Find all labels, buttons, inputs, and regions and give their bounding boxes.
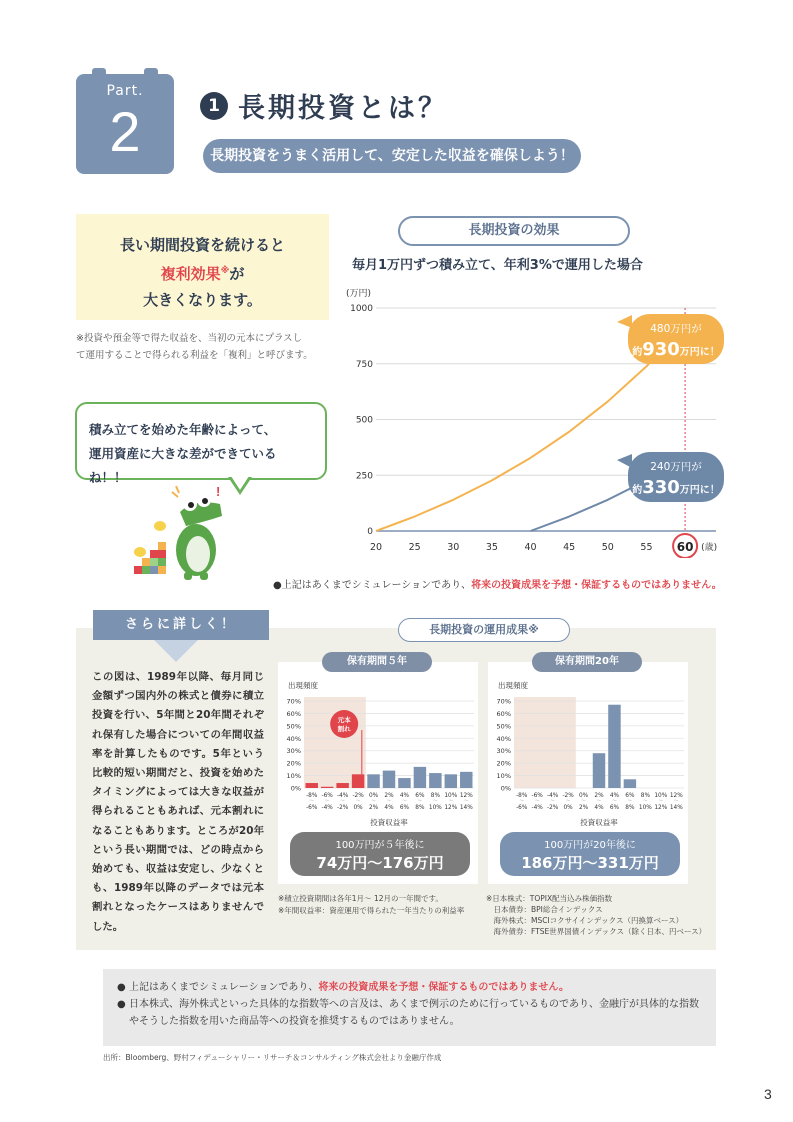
bar-x-tick-sep: 〜 bbox=[464, 799, 469, 804]
bar-x-tick-top: 4% bbox=[609, 793, 620, 799]
bar bbox=[445, 774, 457, 788]
bar-x-tick-sep: 〜 bbox=[340, 799, 345, 804]
bar-x-tick-bottom: 8% bbox=[415, 805, 425, 811]
x-tick-label-highlight: 60 bbox=[676, 540, 694, 554]
bar-y-tick-label: 10% bbox=[286, 772, 301, 781]
bar-y-label: 出現頻度 bbox=[288, 681, 318, 690]
detail-down-arrow-icon bbox=[154, 640, 198, 662]
compound-note-line-2: て運用することで得られる利益を「複利」と呼びます。 bbox=[76, 350, 313, 361]
bar bbox=[414, 767, 426, 788]
x-tick-label: 55 bbox=[640, 542, 653, 553]
x-tick-label: 40 bbox=[524, 542, 537, 553]
bullet-icon: ● bbox=[117, 982, 126, 993]
bar-x-tick-top: 0% bbox=[368, 793, 379, 799]
loss-badge bbox=[330, 710, 358, 738]
long-term-line-chart bbox=[340, 282, 730, 558]
y-tick-label: 250 bbox=[355, 471, 373, 482]
chart-x-ticks bbox=[370, 542, 653, 553]
bar-y-label: 出現頻度 bbox=[498, 681, 528, 690]
bottom-disclaimer-row-2 bbox=[117, 996, 702, 1030]
callout-330-top: 240万円が bbox=[650, 461, 702, 473]
bar bbox=[336, 783, 348, 788]
bar-x-label: 投資収益率 bbox=[370, 818, 408, 827]
bar-x-tick-bottom: -2% bbox=[336, 805, 349, 811]
callout-930 bbox=[617, 314, 724, 364]
compound-effect-box bbox=[76, 214, 329, 320]
bar-x-tick-bottom: 4% bbox=[594, 805, 604, 811]
bottom-disclaimer bbox=[103, 969, 716, 1046]
bar-x-tick-sep: 〜 bbox=[674, 799, 679, 804]
x-tick-label: 50 bbox=[601, 542, 614, 553]
speech-bubble bbox=[75, 402, 327, 485]
source-note: 出所：Bloomberg、野村フィデューシャリー・リサーチ＆コンサルティング株式会社より金融庁作成 bbox=[103, 1053, 442, 1062]
bar-x-tick-sep: 〜 bbox=[565, 799, 571, 804]
callout-330-line: 約330万円に！ bbox=[632, 477, 720, 498]
footnote-period: ※積立投資期間は各年1月〜 12月の一年間です。 bbox=[278, 894, 443, 903]
bar-x-tick-sep: 〜 bbox=[309, 799, 314, 804]
bar-y-tick-label: 70% bbox=[286, 697, 301, 706]
bar-x-tick-bottom: 14% bbox=[669, 805, 683, 811]
y-tick-label: 1000 bbox=[350, 304, 373, 314]
bar-x-tick-sep: 〜 bbox=[402, 799, 407, 804]
x-tick-label: 30 bbox=[447, 542, 460, 553]
bar-x-tick-bottom: 6% bbox=[399, 805, 410, 811]
bar-x-tick-top: 6% bbox=[625, 793, 635, 799]
bar-x-tick-sep: 〜 bbox=[596, 799, 602, 804]
chart-disclaimer-text: ●上記はあくまでシミュレーションであり、 bbox=[273, 580, 472, 591]
bottom-disclaimer-warning: 将来の投資成果を予想・保証するものではありません。 bbox=[318, 982, 570, 993]
bar-x-label: 投資収益率 bbox=[580, 818, 618, 827]
x-tick-label: 20 bbox=[369, 542, 383, 553]
bar-x-tick-top: 0% bbox=[578, 793, 589, 799]
panel-20-year-result bbox=[500, 832, 680, 876]
bar-x-tick-sep: 〜 bbox=[355, 799, 361, 804]
compound-line-3: 大きくなります。 bbox=[143, 291, 262, 309]
speech-line-2: 運用資産に大きな差ができているね！！ bbox=[89, 446, 277, 485]
bar-x-tick-top: -4% bbox=[546, 793, 559, 799]
x-tick-label: 45 bbox=[563, 542, 576, 553]
bar-x-tick-sep: 〜 bbox=[371, 799, 376, 804]
badge-tab-left bbox=[92, 68, 106, 78]
bar-y-tick-label: 10% bbox=[496, 772, 511, 781]
bar-x-tick-sep: 〜 bbox=[324, 799, 330, 804]
loss-zone-shade bbox=[514, 697, 576, 788]
bar-x-tick-top: -2% bbox=[562, 793, 574, 799]
panel-5-year-title: 保有期間５年 bbox=[322, 652, 432, 672]
page-subtitle: 長期投資をうまく活用して、安定した収益を確保しよう！ bbox=[203, 139, 581, 173]
bar-x-tick-sep: 〜 bbox=[386, 799, 392, 804]
bar bbox=[367, 774, 379, 788]
chart-caption: 毎月1万円ずつ積み立て、年利3%で運用した場合 bbox=[352, 258, 643, 273]
panel-5-year-result bbox=[290, 832, 470, 876]
bar-x-tick-bottom: 10% bbox=[638, 805, 652, 811]
chart-x-axis-unit: (歳) bbox=[701, 543, 718, 553]
page-title: 長期投資とは？ bbox=[238, 93, 448, 124]
bottom-disclaimer-text: 上記はあくまでシミュレーションであり、 bbox=[129, 982, 319, 993]
bullet-icon: ● bbox=[117, 999, 126, 1010]
bar bbox=[429, 773, 441, 788]
bar-x-tick-top: 4% bbox=[399, 793, 410, 799]
bar-x-tick-bottom: 8% bbox=[625, 805, 635, 811]
speech-line-1: 積み立てを始めた年齢によって、 bbox=[89, 422, 277, 437]
title-number-badge: 1 bbox=[200, 92, 228, 120]
part-number: 2 bbox=[109, 100, 141, 163]
bar-x-tick-top: -6% bbox=[531, 793, 543, 799]
callout-930-pointer bbox=[617, 315, 632, 328]
bar-x-tick-sep: 〜 bbox=[643, 799, 648, 804]
loss-badge-text-1: 元本 bbox=[337, 716, 351, 724]
bar-x-tick-top: 12% bbox=[459, 793, 473, 799]
bar-y-tick-label: 60% bbox=[496, 709, 511, 718]
bar bbox=[593, 753, 605, 788]
bar-x-tick-sep: 〜 bbox=[627, 799, 633, 804]
y-tick-label: 750 bbox=[355, 359, 373, 370]
bar-chart-5-year bbox=[278, 672, 478, 832]
surprise-lines-icon bbox=[172, 486, 179, 497]
detail-explanation: この図は、1989年以降、毎月同じ金額ずつ国内外の株式と債券に積立投資を行い、5年間と20年間それぞれ保有した場合についての年間収益率を計算したものです。5年という比較的短い期間だと、投資を始めたタイミングによっては大きな収益が得られることもあれば、元本割れになることもあります。ところが20年という長い期間では、どの時点から始めても、収益は安定し、少なくとも、1989年以降のデータでは元本割れとなったケースはありませんでした。 bbox=[92, 671, 264, 933]
panel-20-year-title: 保有期間20年 bbox=[532, 652, 642, 672]
bar-x-tick-top: 10% bbox=[444, 793, 458, 799]
loss-badge-text-2: 割れ bbox=[337, 725, 351, 733]
index-note: 海外株式：MSCIコクサイインデックス（円換算ベース） bbox=[486, 916, 684, 925]
chart-disclaimer-warning: 将来の投資成果を予想・保証するものではありません。 bbox=[471, 580, 722, 591]
bar-x-tick-sep: 〜 bbox=[550, 799, 555, 804]
exclamation-icon: ! bbox=[216, 484, 221, 499]
detail-ribbon: さらに詳しく！ bbox=[93, 610, 269, 640]
compound-line-2 bbox=[76, 258, 329, 287]
badge-tab-right bbox=[144, 68, 158, 78]
bar-y-tick-label: 20% bbox=[496, 759, 511, 768]
compound-note-mark: ※ bbox=[220, 266, 230, 276]
bar bbox=[321, 787, 333, 788]
bar bbox=[398, 778, 410, 788]
bar-x-tick-sep: 〜 bbox=[612, 799, 617, 804]
bar-x-tick-bottom: -6% bbox=[306, 805, 318, 811]
callout-930-top: 480万円が bbox=[650, 323, 702, 335]
bottom-disclaimer-row-1 bbox=[117, 979, 702, 996]
bar-x-tick-top: 2% bbox=[594, 793, 604, 799]
bar bbox=[608, 705, 620, 788]
bar-x-tick-sep: 〜 bbox=[433, 799, 438, 804]
bar-x-tick-bottom: 2% bbox=[578, 805, 589, 811]
crocodile-mascot-illustration bbox=[124, 482, 234, 582]
bar-y-tick-label: 30% bbox=[496, 747, 511, 756]
bar-y-tick-label: 0% bbox=[500, 784, 511, 793]
callout-330 bbox=[617, 452, 724, 502]
part-label: Part. bbox=[106, 83, 144, 99]
bar-x-tick-top: -2% bbox=[352, 793, 364, 799]
bar-x-tick-bottom: 0% bbox=[563, 805, 573, 811]
index-note: 日本債券：BPI総合インデックス bbox=[486, 905, 603, 914]
x-tick-label: 35 bbox=[485, 542, 498, 553]
bar-x-tick-bottom: 10% bbox=[428, 805, 442, 811]
crocodile-icon bbox=[176, 493, 222, 580]
chart-disclaimer bbox=[273, 576, 722, 591]
bottom-disclaimer-index-text: 日本株式、海外株式といった具体的な指数等への言及は、あくまで例示のために行っているものであり、金融庁が具体的な指数やそうした指数を用いた商品等への投資を推奨するものではありません。 bbox=[129, 999, 699, 1027]
bar-x-tick-sep: 〜 bbox=[581, 799, 586, 804]
compound-keyword: 複利効果 bbox=[160, 265, 221, 283]
chart-y-ticks bbox=[350, 304, 373, 537]
bar-x-tick-sep: 〜 bbox=[658, 799, 664, 804]
bar-y-tick-label: 0% bbox=[290, 784, 301, 793]
bar-x-tick-bottom: 4% bbox=[384, 805, 394, 811]
x-tick-label: 25 bbox=[408, 542, 421, 553]
bar-y-tick-label: 20% bbox=[286, 759, 301, 768]
bar-y-tick-label: 50% bbox=[286, 722, 301, 731]
page-number: 3 bbox=[764, 1086, 772, 1102]
index-note: 海外債券：FTSE世界国債インデックス（除く日本、円ベース） bbox=[486, 927, 707, 936]
bar-y-tick-label: 40% bbox=[496, 734, 511, 743]
compound-note bbox=[76, 330, 334, 364]
part-badge bbox=[76, 74, 174, 174]
bar-x-tick-bottom: -6% bbox=[516, 805, 528, 811]
panel-5-year-result-label: 100万円が５年後に bbox=[335, 840, 425, 851]
panel-20-year-result-label: 100万円が20年後に bbox=[544, 840, 636, 851]
bar-x-tick-top: -8% bbox=[516, 793, 528, 799]
bar-x-tick-bottom: 0% bbox=[353, 805, 363, 811]
index-notes bbox=[486, 893, 706, 937]
bar bbox=[306, 783, 318, 788]
bar-x-tick-top: -6% bbox=[321, 793, 333, 799]
bar-x-tick-bottom: -4% bbox=[321, 805, 333, 811]
compound-note-line-1: ※投資や預金等で得た収益を、当初の元本にプラスし bbox=[76, 333, 303, 344]
footnote-return: ※年間収益率：資産運用で得られた一年当たりの利益率 bbox=[278, 906, 465, 915]
bar-x-tick-bottom: -4% bbox=[531, 805, 543, 811]
bar-y-tick-label: 50% bbox=[496, 722, 511, 731]
index-note: ※日本株式：TOPIX配当込み株価指数 bbox=[486, 894, 613, 903]
bar bbox=[352, 774, 364, 788]
bar-x-tick-sep: 〜 bbox=[519, 799, 524, 804]
compound-line-1: 長い期間投資を続けると bbox=[119, 236, 285, 254]
bar-x-tick-bottom: 6% bbox=[609, 805, 620, 811]
bar-x-tick-bottom: 12% bbox=[654, 805, 668, 811]
bar-x-tick-sep: 〜 bbox=[417, 799, 423, 804]
bar-x-tick-bottom: 2% bbox=[368, 805, 379, 811]
results-pill: 長期投資の運用成果※ bbox=[398, 618, 570, 642]
y-tick-label: 0 bbox=[367, 527, 373, 537]
panel-5-year-result-range: 74万円〜176万円 bbox=[316, 854, 444, 872]
bar-x-tick-top: 6% bbox=[415, 793, 425, 799]
callout-930-line: 約930万円に！ bbox=[632, 339, 720, 360]
colored-blocks-icon bbox=[134, 542, 166, 574]
bar-x-tick-top: 2% bbox=[384, 793, 394, 799]
bar bbox=[383, 771, 395, 788]
bar-x-tick-top: 12% bbox=[669, 793, 683, 799]
bar-y-tick-label: 70% bbox=[496, 697, 511, 706]
bar-x-tick-top: -8% bbox=[306, 793, 318, 799]
bar-y-tick-label: 60% bbox=[286, 709, 301, 718]
bar-x-tick-top: -4% bbox=[336, 793, 349, 799]
compound-line-2-rest: が bbox=[229, 265, 245, 283]
chart-y-axis-unit: (万円) bbox=[346, 289, 372, 299]
bar-x-tick-top: 8% bbox=[640, 793, 650, 799]
bar-x-tick-top: 8% bbox=[430, 793, 440, 799]
panel-20-year-result-range: 186万円〜331万円 bbox=[521, 854, 659, 872]
bar-chart-20-year bbox=[488, 672, 688, 832]
long-term-effect-pill: 長期投資の効果 bbox=[398, 216, 630, 246]
bar-y-tick-label: 40% bbox=[286, 734, 301, 743]
bar-x-tick-top: 10% bbox=[654, 793, 668, 799]
bar-x-tick-bottom: -2% bbox=[546, 805, 559, 811]
bar bbox=[460, 772, 472, 788]
bar-y-tick-label: 30% bbox=[286, 747, 301, 756]
bar-x-tick-bottom: 12% bbox=[444, 805, 458, 811]
y-tick-label: 500 bbox=[355, 415, 373, 426]
bar-x-tick-sep: 〜 bbox=[534, 799, 540, 804]
bar-x-tick-bottom: 14% bbox=[459, 805, 473, 811]
bar bbox=[624, 779, 636, 788]
bar-x-tick-sep: 〜 bbox=[448, 799, 454, 804]
